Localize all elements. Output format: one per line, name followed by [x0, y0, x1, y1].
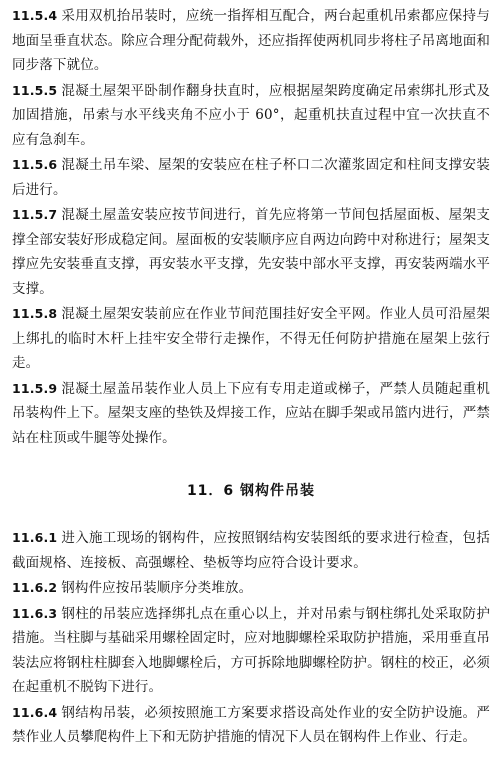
clause-text: 钢构件应按吊装顺序分类堆放。: [61, 580, 253, 596]
clause-text: 混凝土吊车梁、屋架的安装应在柱子杯口二次灌浆固定和柱间支撑安装后进行。: [12, 157, 490, 198]
clause-11-5-7: [12, 203, 490, 301]
section-heading: 11．6 钢构件吊装: [186, 483, 316, 499]
clause-number: 11.6.1: [12, 530, 58, 545]
clause-11-5-9: [12, 377, 490, 451]
clause-number: 11.5.5: [12, 82, 58, 98]
clause-11-6-3: [12, 602, 490, 700]
clause-11-5-8: [12, 302, 490, 376]
document-page: [12, 4, 490, 751]
clause-number: 11.6.4: [12, 704, 58, 720]
clause-number: 11.6.2: [12, 580, 58, 595]
clause-text: 钢柱的吊装应选择绑扎点在重心以上，并对吊索与钢柱绑扎处采取防护措施。当柱脚与基础采用螺栓固定时，应对地脚螺栓采取防护措施，采用垂直吊装法应将钢柱柱脚套入地脚螺栓后，方可拆除地脚螺栓防护。钢柱的校正，必须在起重机不脱钩下进行。: [12, 605, 490, 695]
clause-text: 进入施工现场的钢构件，应按照钢结构安装图纸的要求进行检查，包括截面规格、连接板、高强螺栓、垫板等均应符合设计要求。: [12, 530, 490, 571]
clause-number: 11.6.3: [12, 605, 58, 621]
clause-text: 钢结构吊装，必须按照施工方案要求搭设高处作业的安全防护设施。严禁作业人员攀爬构件上下和无防护措施的情况下人员在钢构件上作业、行走。: [12, 704, 490, 745]
clause-11-6-1: [12, 526, 490, 575]
clause-11-5-5: [12, 79, 490, 153]
clause-11-6-4: [12, 701, 490, 750]
clause-text: 采用双机抬吊装时，应统一指挥相互配合，两台起重机吊索都应保持与地面呈垂直状态。除应合理分配荷载外，还应指挥使两机同步将柱子吊离地面和同步落下就位。: [12, 8, 490, 73]
clause-number: 11.5.6: [12, 157, 58, 172]
clause-11-6-2: [12, 576, 490, 601]
clause-number: 11.5.8: [12, 306, 58, 321]
clause-text: 混凝土屋架安装前应在作业节间范围挂好安全平网。作业人员可沿屋架上绑扎的临时木杆上挂牢安全带行走操作，不得无任何防护措施在屋架上弦行走。: [12, 306, 490, 371]
clause-number: 11.5.4: [12, 8, 58, 23]
clause-11-5-6: [12, 153, 490, 202]
clause-text: 混凝土屋架平卧制作翻身扶直时，应根据屋架跨度确定吊索绑扎形式及加固措施，吊索与水平线夹角不应小于 60°，起重机扶直过程中宜一次扶直不应有急刹车。: [12, 82, 490, 148]
clause-text: 混凝土屋盖安装应按节间进行，首先应将第一节间包括屋面板、屋架支撑全部安装好形成稳定间。屋面板的安装顺序应自两边向跨中对称进行；屋架支撑应先安装垂直支撑，再安装水平支撑，先安装中部水平支撑，再安装两端水平支撑。: [12, 207, 490, 297]
clause-number: 11.5.7: [12, 207, 58, 222]
clause-number: 11.5.9: [12, 380, 58, 396]
clause-11-5-4: [12, 4, 490, 78]
clause-text: 混凝土屋盖吊装作业人员上下应有专用走道或梯子，严禁人员随起重机吊装构件上下。屋架支座的垫铁及焊接工作，应站在脚手架或吊篮内进行，严禁站在柱顶或牛腿等处操作。: [12, 380, 490, 446]
